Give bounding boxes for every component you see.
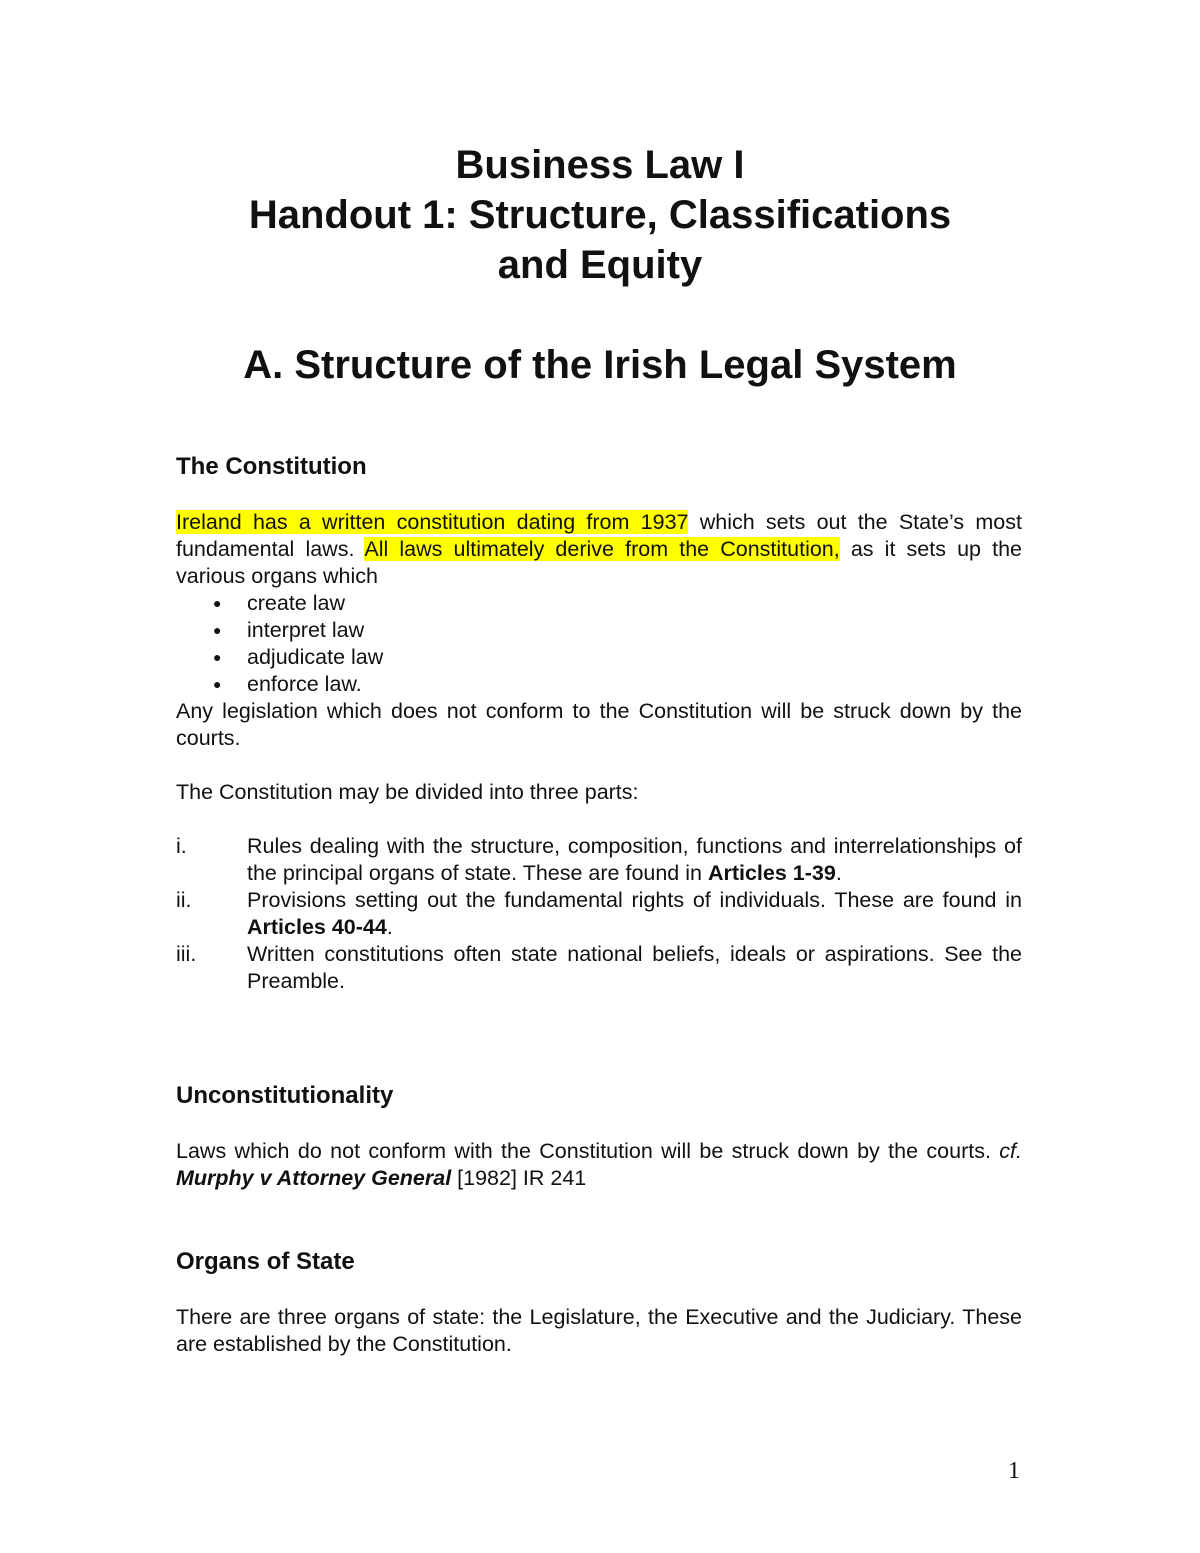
unconstitutionality-paragraph: Laws which do not conform with the Constitution will be struck down by the courts. cf. Murphy v Attorney General [1982] IR 241 — [176, 1139, 1022, 1190]
constitution-paragraph-1 — [176, 509, 1022, 590]
unconstitutionality-section — [176, 1081, 1022, 1192]
article-ref: Articles 1-39 — [707, 861, 836, 885]
case-name: Murphy v Attorney General — [176, 1166, 452, 1190]
p1-text-1: which sets out the State’s most fundamental laws. — [176, 510, 1022, 561]
document-title — [0, 140, 1200, 290]
part-text: Provisions setting out the fundamental rights of individuals. These are found in Articles 40-44. — [247, 888, 1022, 939]
highlight-2: All laws ultimately derive from the Constitution, — [364, 537, 840, 561]
organs-section — [176, 1247, 1022, 1358]
highlight-1: Ireland has a written constitution dating from 1937 — [176, 510, 689, 534]
organs-heading: Organs of State — [176, 1248, 355, 1275]
case-citation: [1982] IR 241 — [451, 1166, 587, 1190]
title-line-1: Business Law I — [455, 143, 745, 187]
part-number: iii. — [176, 942, 197, 966]
constitution-paragraph-3: The Constitution may be divided into three parts: — [176, 780, 639, 804]
unconstitutionality-heading: Unconstitutionality — [176, 1082, 394, 1109]
constitution-paragraph-2: Any legislation which does not conform to the Constitution will be struck down by the courts. — [176, 699, 1022, 750]
section-title: A. Structure of the Irish Legal System — [243, 343, 957, 387]
list-item: ● create law — [176, 590, 1022, 617]
article-ref: Articles 40-44 — [247, 915, 387, 939]
list-item: ● enforce law. — [176, 671, 1022, 698]
title-line-3: and Equity — [497, 243, 703, 287]
title-line-2: Handout 1: Structure, Classifications — [248, 193, 952, 237]
list-item: ● interpret law — [176, 617, 1022, 644]
p1-text-2: as it sets up the various organs which — [176, 537, 1022, 588]
part-text: Written constitutions often state national beliefs, ideals or aspirations. See the Preamble. — [247, 942, 1022, 993]
constitution-heading: The Constitution — [176, 453, 367, 480]
cf-abbrev: cf. — [999, 1139, 1022, 1163]
part-text: Rules dealing with the structure, composition, functions and interrelationships of the principal organs of state. These are found in Articles 1-39. — [247, 834, 1022, 885]
organ-functions-list — [176, 590, 1022, 698]
part-number: ii. — [176, 888, 192, 912]
list-item: ● adjudicate law — [176, 644, 1022, 671]
organs-paragraph: There are three organs of state: the Legislature, the Executive and the Judiciary. These are established by the Constitution. — [176, 1305, 1022, 1356]
page-number: 1 — [1008, 1458, 1020, 1484]
part-iii — [176, 941, 1022, 995]
constitution-section — [176, 452, 1022, 995]
part-number: i. — [176, 834, 187, 858]
part-ii — [176, 887, 1022, 941]
part-i — [176, 833, 1022, 887]
